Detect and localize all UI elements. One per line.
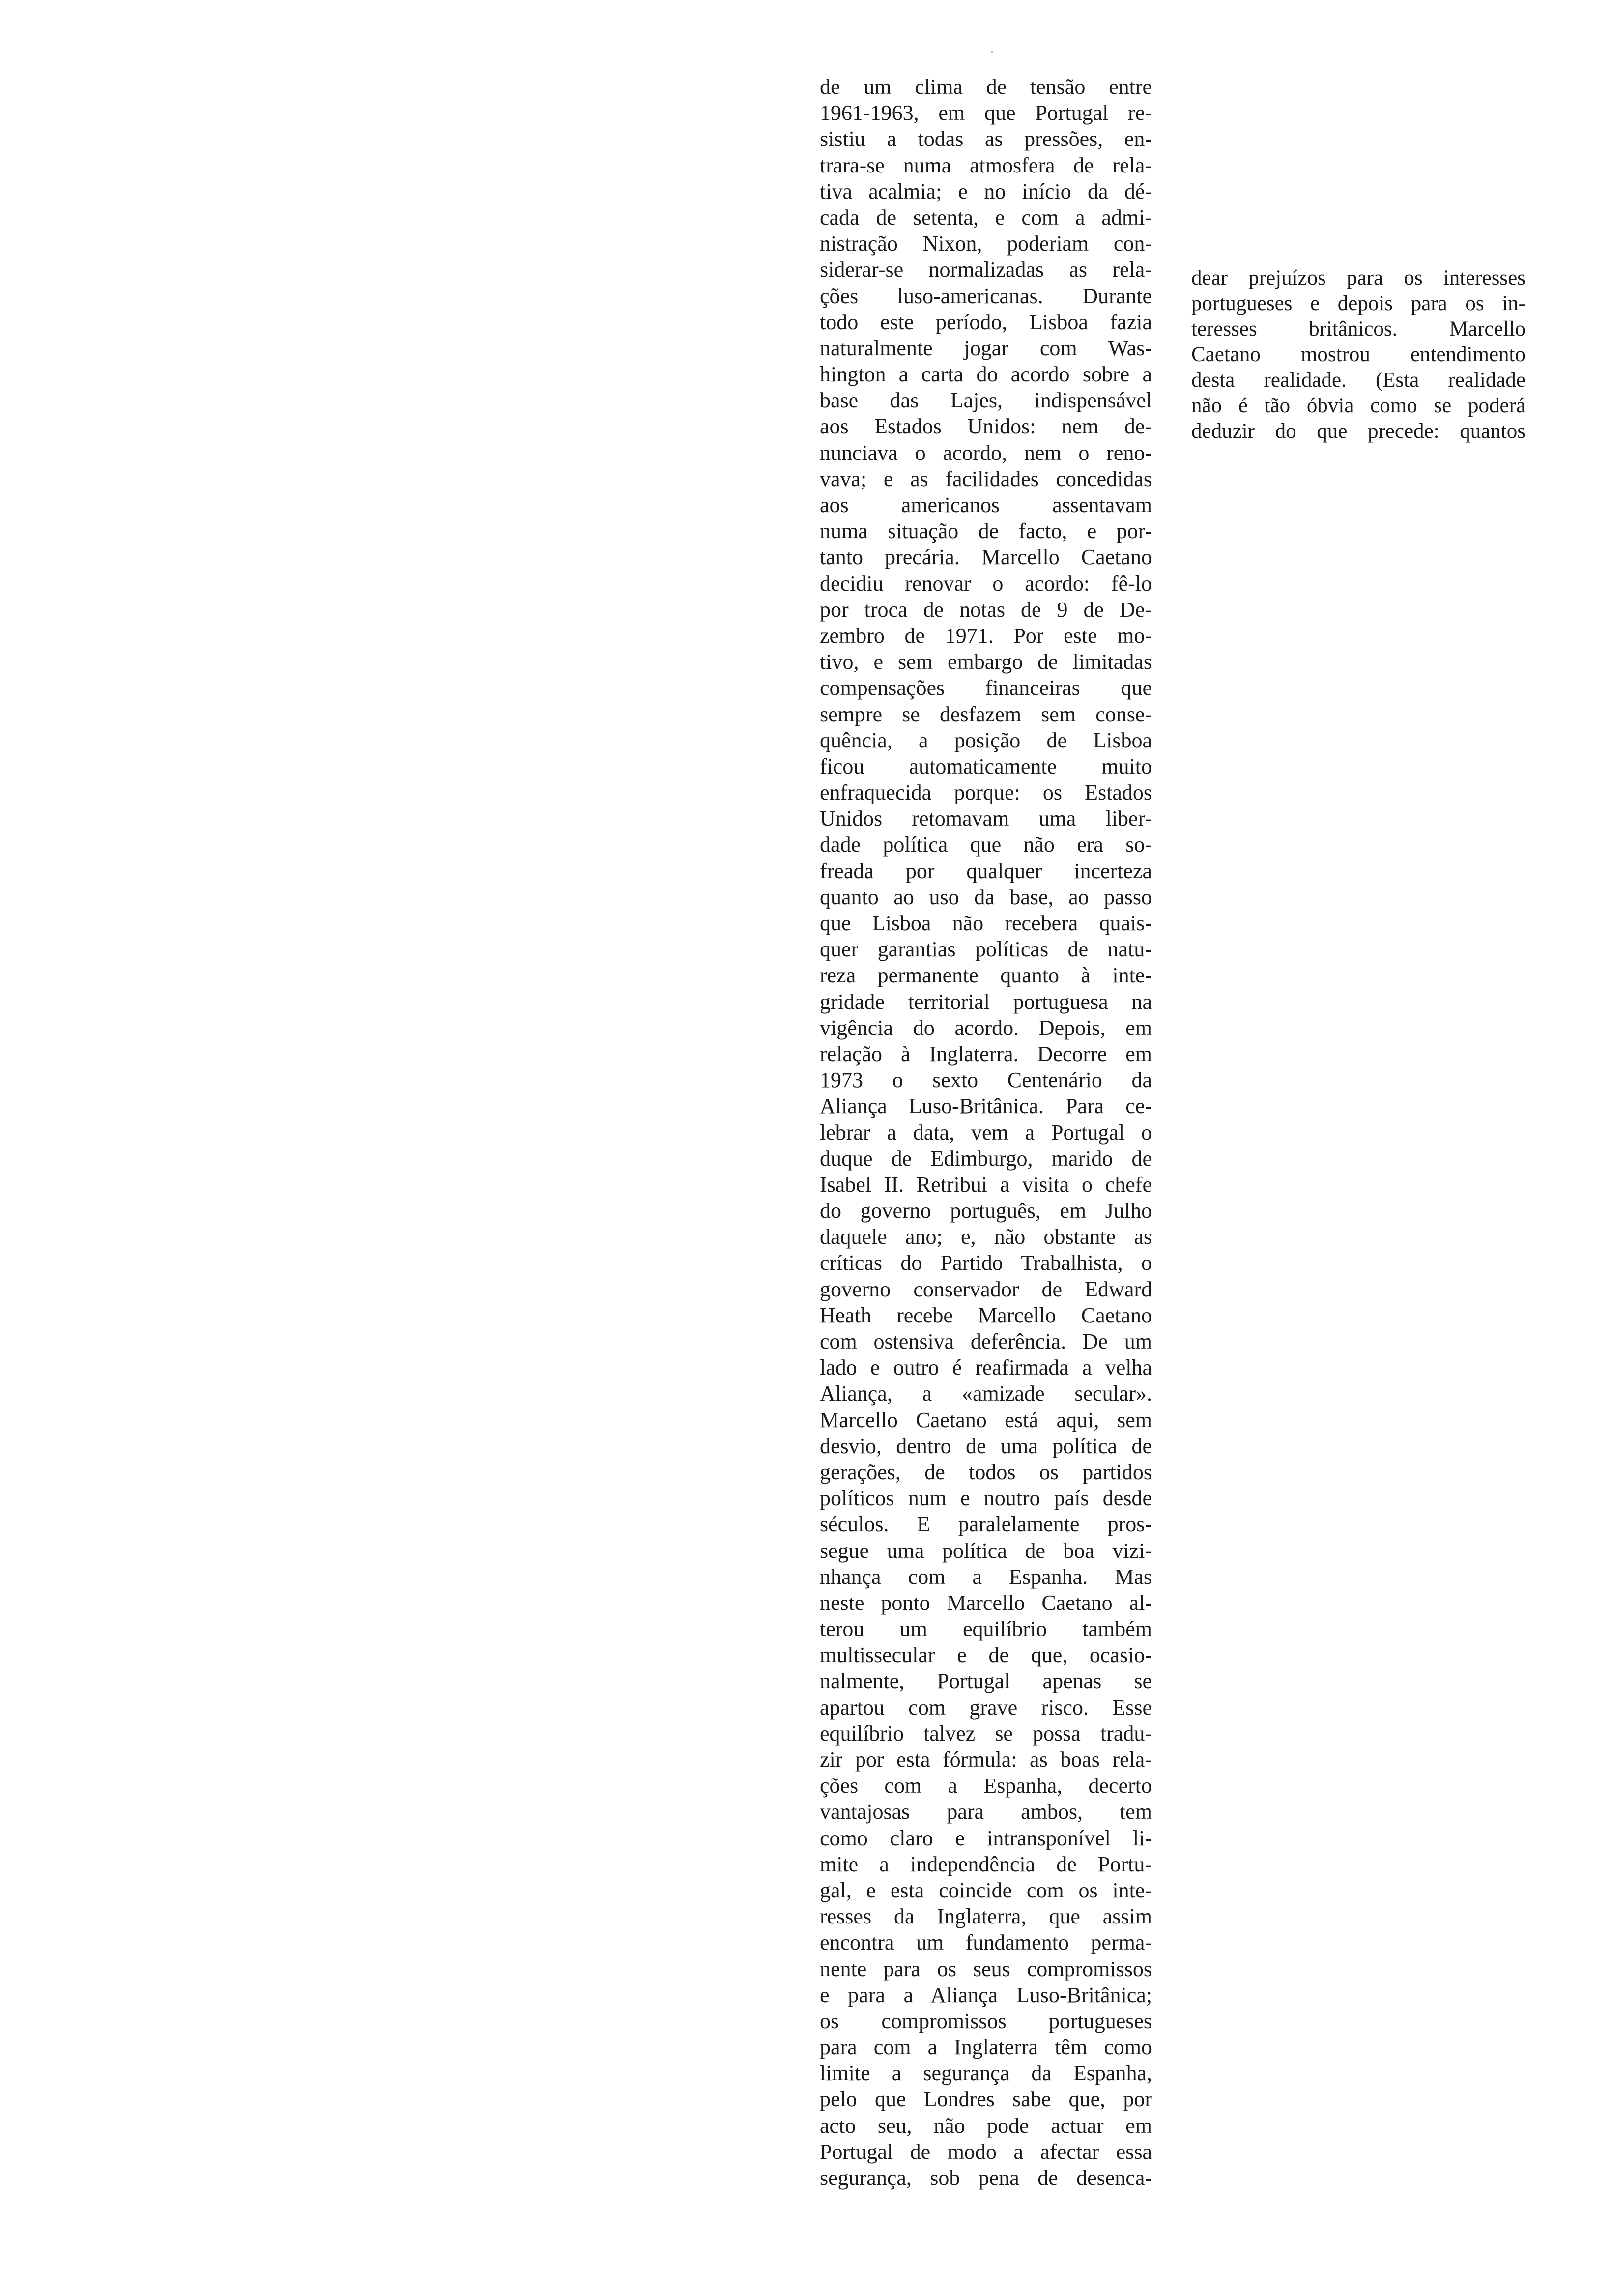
main-text-line: freada por qualquer incerteza	[820, 859, 1152, 883]
main-text-line: nhança com a Espanha. Mas	[820, 1564, 1152, 1589]
side-text-line: não é tão óbvia como se poderá	[1191, 394, 1526, 417]
main-text-line: vigência do acordo. Depois, em	[820, 1015, 1152, 1040]
main-text-line: aos Estados Unidos: nem de-	[820, 414, 1152, 439]
side-text-line: deduzir do que precede: quantos	[1191, 420, 1526, 443]
main-text-line: críticas do Partido Trabalhista, o	[820, 1251, 1152, 1275]
main-text-line: encontra um fundamento perma-	[820, 1930, 1152, 1955]
main-text-line: lebrar a data, vem a Portugal o	[820, 1120, 1152, 1145]
main-text-line: mite a independência de Portu-	[820, 1852, 1152, 1876]
main-text-line: Isabel II. Retribui a visita o chefe	[820, 1172, 1152, 1197]
main-text-line: zir por esta fórmula: as boas rela-	[820, 1748, 1152, 1772]
main-text-line: segurança, sob pena de desenca-	[820, 2166, 1152, 2190]
main-text-line: enfraquecida porque: os Estados	[820, 780, 1152, 805]
side-text-line: teresses britânicos. Marcello	[1191, 317, 1526, 341]
main-text-line: siderar-se normalizadas as rela-	[820, 258, 1152, 282]
main-text-line: por troca de notas de 9 de De-	[820, 597, 1152, 622]
main-text-line: do governo português, em Julho	[820, 1199, 1152, 1223]
main-text-line: duque de Edimburgo, marido de	[820, 1146, 1152, 1171]
main-text-line: ções com a Espanha, decerto	[820, 1774, 1152, 1798]
main-text-line: políticos num e noutro país desde	[820, 1486, 1152, 1511]
main-text-line: zembro de 1971. Por este mo-	[820, 623, 1152, 648]
main-text-line: nente para os seus compromissos	[820, 1956, 1152, 1981]
main-text-line: tivo, e sem embargo de limitadas	[820, 650, 1152, 674]
main-text-line: Aliança Luso-Britânica. Para ce-	[820, 1094, 1152, 1119]
main-text-line: quanto ao uso da base, ao passo	[820, 885, 1152, 909]
main-text-line: de um clima de tensão entre	[820, 75, 1152, 99]
side-text-line: portugueses e depois para os in-	[1191, 292, 1526, 315]
main-text-line: segue uma política de boa vizi-	[820, 1538, 1152, 1563]
main-text-line: quer garantias políticas de natu-	[820, 937, 1152, 962]
main-text-line: trara-se numa atmosfera de rela-	[820, 153, 1152, 177]
main-text-line: relação à Inglaterra. Decorre em	[820, 1041, 1152, 1066]
main-text-line: nistração Nixon, poderiam con-	[820, 231, 1152, 256]
main-text-line: decidiu renovar o acordo: fê-lo	[820, 571, 1152, 596]
main-text-line: gal, e esta coincide com os inte-	[820, 1878, 1152, 1902]
side-text-column	[1191, 265, 1526, 444]
main-text-line: vava; e as facilidades concedidas	[820, 466, 1152, 491]
main-text-line: tanto precária. Marcello Caetano	[820, 545, 1152, 570]
main-text-line: limite a segurança da Espanha,	[820, 2061, 1152, 2086]
main-text-line: resses da Inglaterra, que assim	[820, 1904, 1152, 1929]
main-text-line: tiva acalmia; e no início da dé-	[820, 179, 1152, 203]
main-text-line: Unidos retomavam uma liber-	[820, 806, 1152, 831]
main-text-line: acto seu, não pode actuar em	[820, 2113, 1152, 2138]
main-text-line: dade política que não era so-	[820, 832, 1152, 857]
main-text-line: 1961-1963, em que Portugal re-	[820, 101, 1152, 125]
main-text-line: governo conservador de Edward	[820, 1277, 1152, 1301]
side-text-line: dear prejuízos para os interesses	[1191, 266, 1526, 289]
main-text-line: numa situação de facto, e por-	[820, 519, 1152, 544]
side-text-line: Caetano mostrou entendimento	[1191, 343, 1526, 366]
main-text-line: multissecular e de que, ocasio-	[820, 1643, 1152, 1667]
main-text-line: lado e outro é reafirmada a velha	[820, 1355, 1152, 1380]
main-text-line: Heath recebe Marcello Caetano	[820, 1303, 1152, 1327]
main-text-line: séculos. E paralelamente pros-	[820, 1512, 1152, 1537]
main-text-line: com ostensiva deferência. De um	[820, 1329, 1152, 1353]
main-text-line: ções luso-americanas. Durante	[820, 284, 1152, 308]
main-text-line: gerações, de todos os partidos	[820, 1460, 1152, 1484]
main-text-line: 1973 o sexto Centenário da	[820, 1068, 1152, 1092]
main-text-line: Portugal de modo a afectar essa	[820, 2139, 1152, 2164]
main-text-line: sempre se desfazem sem conse-	[820, 702, 1152, 726]
main-text-line: compensações financeiras que	[820, 676, 1152, 700]
main-text-line: aos americanos assentavam	[820, 493, 1152, 517]
main-text-line: para com a Inglaterra têm como	[820, 2035, 1152, 2060]
main-text-line: nalmente, Portugal apenas se	[820, 1669, 1152, 1693]
main-text-line: sistiu a todas as pressões, en-	[820, 127, 1152, 151]
main-text-line: quência, a posição de Lisboa	[820, 728, 1152, 752]
main-text-line: que Lisboa não recebera quais-	[820, 911, 1152, 935]
main-text-line: daquele ano; e, não obstante as	[820, 1225, 1152, 1249]
main-text-line: gridade territorial portuguesa na	[820, 989, 1152, 1014]
main-text-line: reza permanente quanto à inte-	[820, 963, 1152, 988]
side-text-line: desta realidade. (Esta realidade	[1191, 369, 1526, 392]
main-text-line: equilíbrio talvez se possa tradu-	[820, 1721, 1152, 1746]
main-text-line: os compromissos portugueses	[820, 2009, 1152, 2033]
main-text-line: apartou com grave risco. Esse	[820, 1695, 1152, 1720]
main-text-line: cada de setenta, e com a admi-	[820, 205, 1152, 230]
scan-speck	[991, 51, 993, 53]
main-text-line: ficou automaticamente muito	[820, 754, 1152, 778]
main-text-line: pelo que Londres sabe que, por	[820, 2087, 1152, 2112]
main-text-line: base das Lajes, indispensável	[820, 388, 1152, 413]
main-text-line: terou um equilíbrio também	[820, 1617, 1152, 1641]
main-text-line: Marcello Caetano está aqui, sem	[820, 1407, 1152, 1432]
main-text-line: nunciava o acordo, nem o reno-	[820, 440, 1152, 465]
main-text-column	[820, 74, 1152, 2191]
main-text-line: naturalmente jogar com Was-	[820, 336, 1152, 360]
main-text-line: hington a carta do acordo sobre a	[820, 362, 1152, 387]
main-text-line: e para a Aliança Luso-Britânica;	[820, 1982, 1152, 2007]
main-text-line: vantajosas para ambos, tem	[820, 1800, 1152, 1824]
main-text-line: desvio, dentro de uma política de	[820, 1434, 1152, 1458]
main-text-line: Aliança, a «amizade secular».	[820, 1381, 1152, 1406]
main-text-line: como claro e intransponível li-	[820, 1826, 1152, 1850]
main-text-line: todo este período, Lisboa fazia	[820, 310, 1152, 334]
main-text-line: neste ponto Marcello Caetano al-	[820, 1590, 1152, 1615]
